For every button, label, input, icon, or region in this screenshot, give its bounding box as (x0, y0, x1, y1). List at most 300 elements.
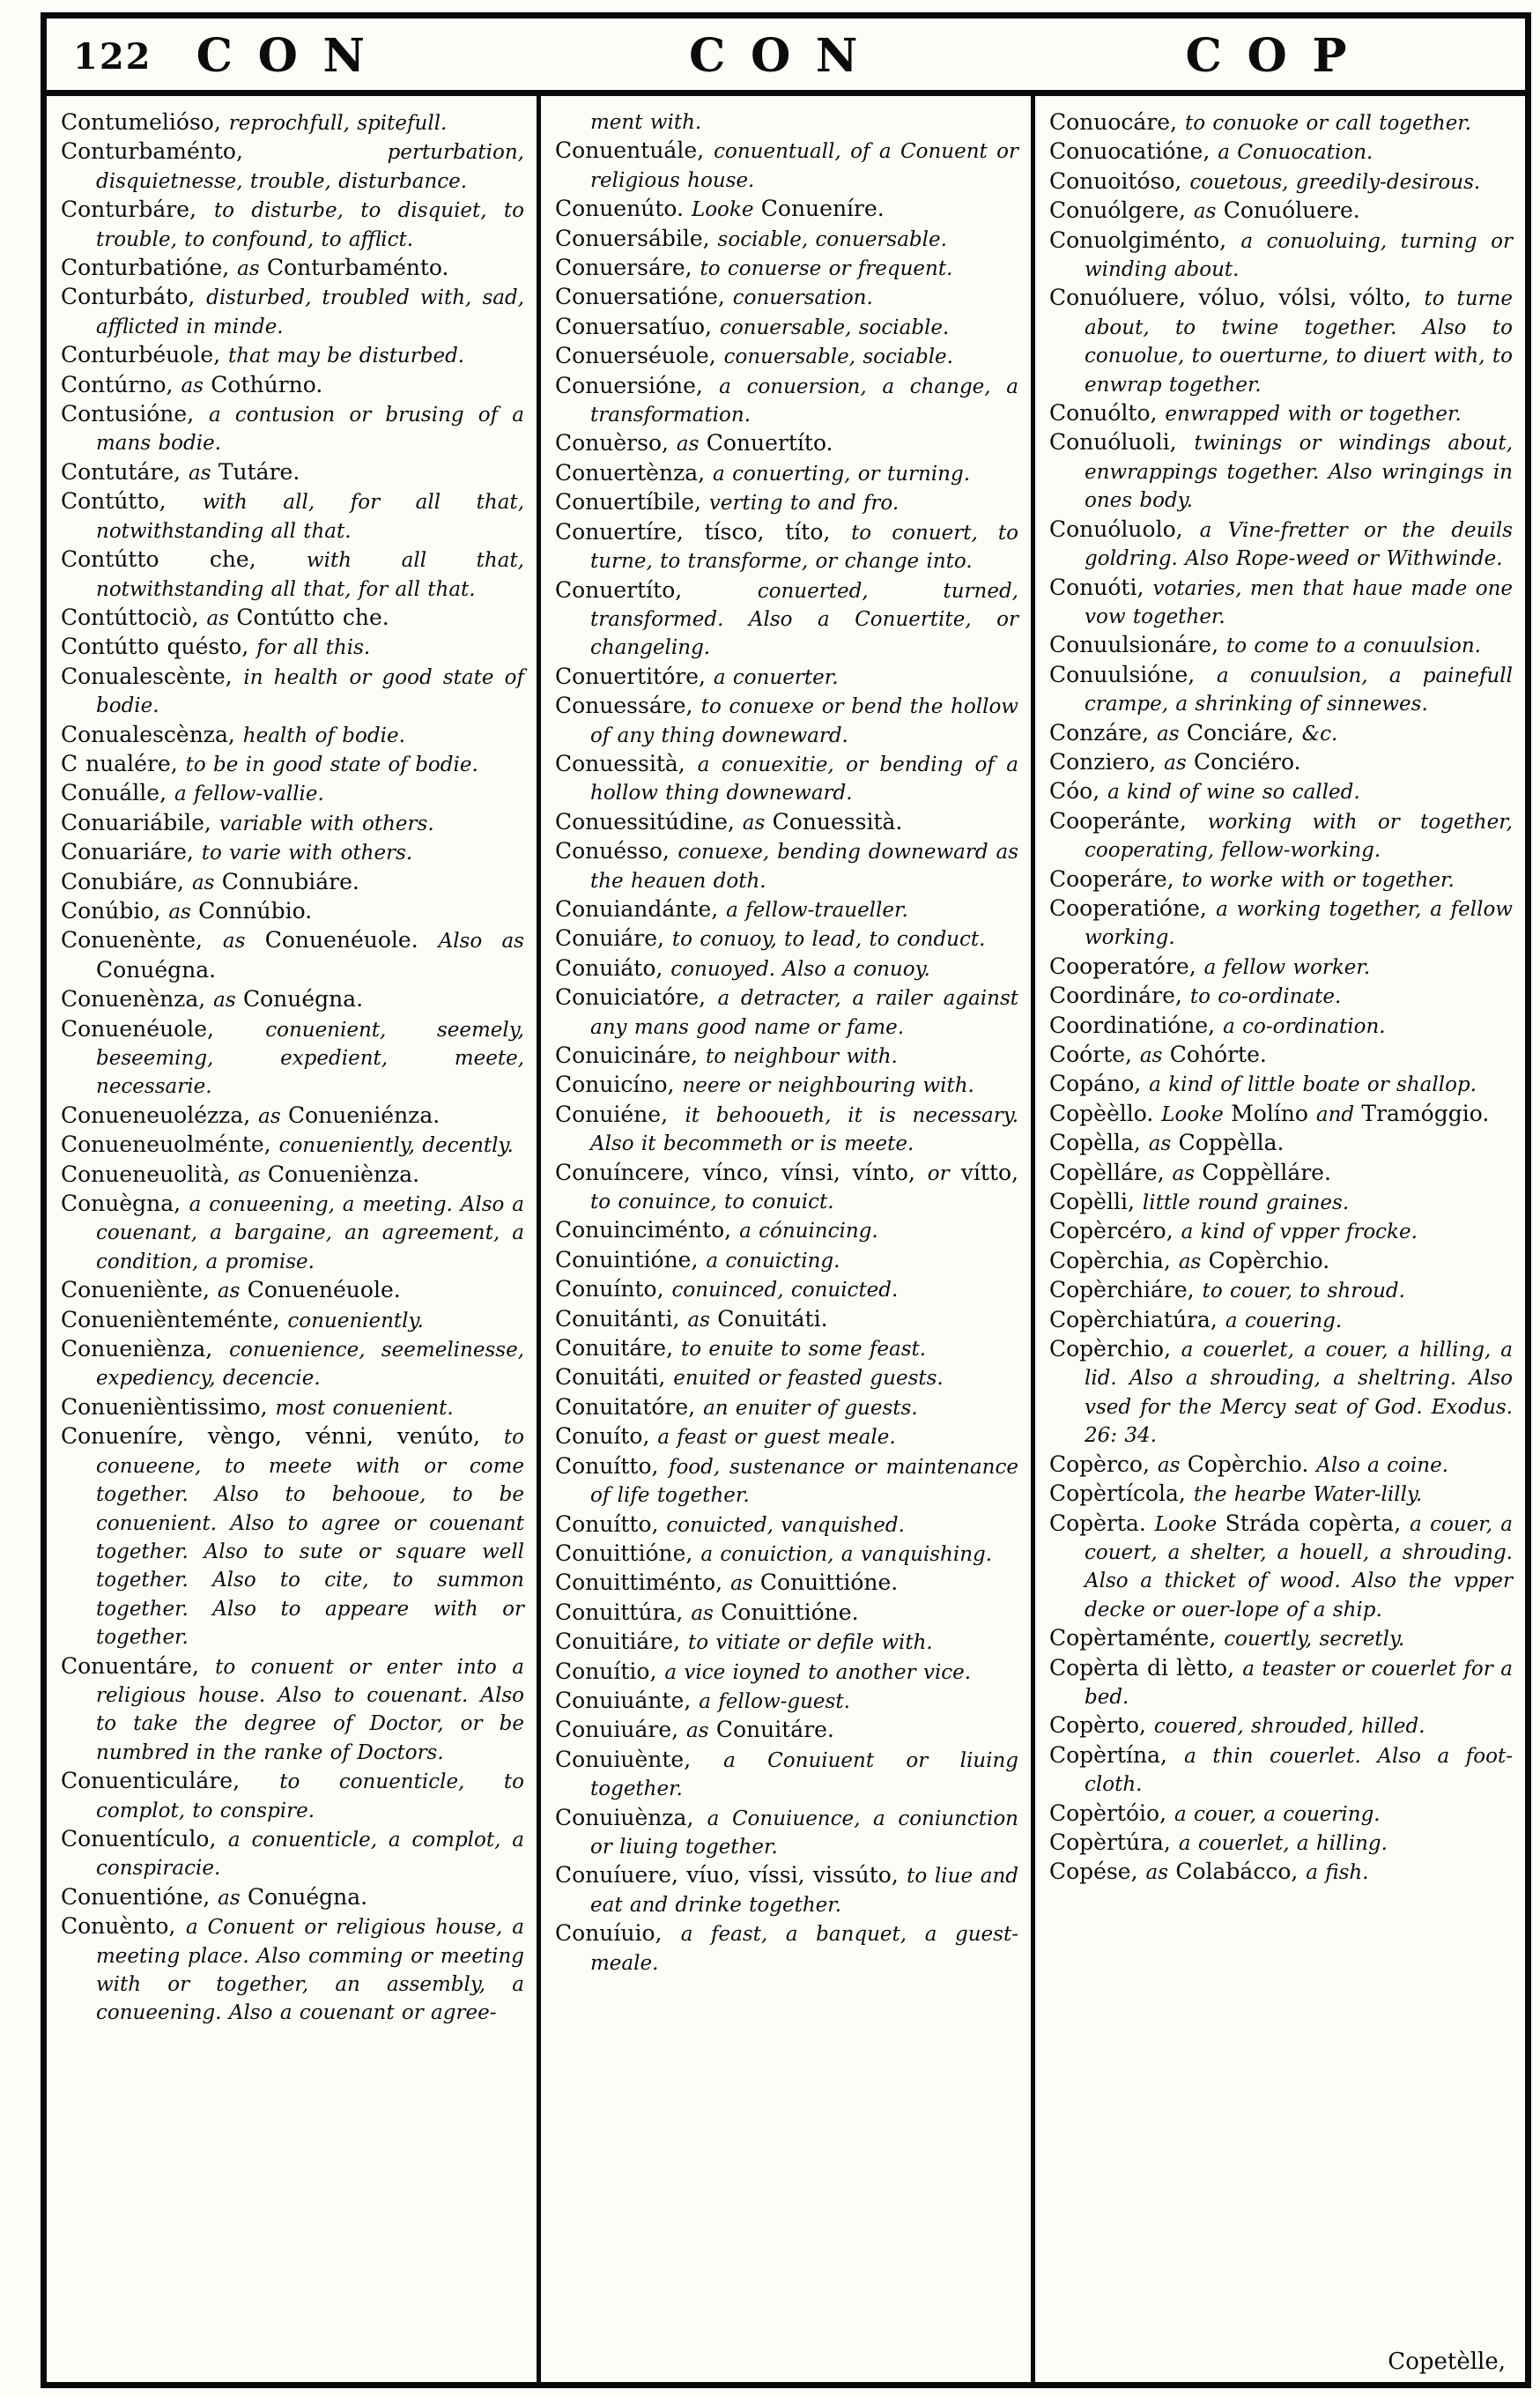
dictionary-entry (1049, 167, 1513, 197)
gloss: a feast, a banquet, a guest-meale. (590, 1923, 1018, 1975)
gloss: to conuexe or bend the hollow of any thing downeward. (590, 695, 1018, 747)
dictionary-entry (555, 283, 1018, 312)
headword: Conuíncere, vínco, vínsi, vínto, (555, 1159, 928, 1185)
gloss: to conuert, to turne, to transforme, or change into. (590, 521, 1018, 574)
dictionary-entry (1049, 982, 1513, 1011)
gloss: the hearbe Water-lilly. (1193, 1483, 1423, 1507)
headword: Conueneuolménte, (61, 1132, 279, 1158)
gloss: conuersation. (732, 286, 873, 310)
headword: Stráda copèrta, (1225, 1510, 1410, 1536)
dictionary-entry (1049, 1510, 1513, 1625)
headword: Copèrtúra, (1049, 1829, 1179, 1855)
headword: Conualescènza, (61, 721, 243, 747)
gloss: a couerlet, a couer, a hilling, a lid. Also a shrouding, a sheltring. Also vsed for the Mercy seat of God. Exodus. 26: 34. (1085, 1339, 1513, 1448)
headword: Conuíuere, víuo, víssi, vissúto, (555, 1862, 907, 1889)
gloss: conuexe, bending downeward as the heauen doth. (590, 841, 1019, 893)
gloss: little round graines. (1142, 1191, 1350, 1215)
gloss: a conuulsion, a painefull crampe, a shrinking of sinnewes. (1085, 664, 1513, 716)
gloss: couered, shrouded, hilled. (1153, 1715, 1425, 1739)
gloss: ment with. (590, 111, 702, 134)
dictionary-entry (555, 429, 1018, 458)
gloss: food, sustenance or maintenance of life together. (590, 1455, 1018, 1508)
headword: Conuittiménto, (555, 1570, 731, 1596)
gloss: health of bodie. (242, 724, 405, 747)
dictionary-entry (555, 313, 1018, 342)
gloss: verting to and fro. (708, 492, 900, 516)
dictionary-entry (61, 1102, 524, 1131)
headword: Conuessitúdine, (555, 808, 743, 835)
gloss: to liue and eat and drinke together. (590, 1865, 1018, 1917)
headword: Contutáre, (61, 458, 189, 485)
dictionary-entry (1049, 1188, 1513, 1217)
headword: Copèrchio. (1187, 1451, 1317, 1477)
gloss: to vitiate or defile with. (687, 1631, 933, 1655)
gloss: to enuite to some feast. (680, 1338, 927, 1362)
headword: Conuálle, (61, 780, 174, 806)
dictionary-entry (1049, 226, 1513, 285)
headword: Copèrcéro, (1049, 1218, 1181, 1244)
gloss: a Vine-fretter or the deuils goldring. Also Rope-weed or Withwinde. (1085, 518, 1513, 571)
dictionary-entry (61, 341, 524, 370)
headword: Conuulsióne, (1049, 661, 1218, 687)
headword: Conueniènte, (61, 1277, 218, 1303)
dictionary-entry (1049, 137, 1513, 167)
gloss: a kind of wine so called. (1107, 781, 1360, 805)
gloss: a thin couerlet. Also a foot-cloth. (1085, 1744, 1513, 1797)
dictionary-entry (1049, 661, 1513, 719)
dictionary-entry (1049, 1070, 1513, 1099)
dictionary-entry (555, 1275, 1018, 1304)
headword: Conuenènza, (61, 986, 214, 1013)
dictionary-entry (61, 838, 524, 867)
gloss: as (191, 871, 222, 894)
dictionary-entry (61, 1825, 524, 1883)
headword: Conuenéuole. (247, 1277, 401, 1303)
gloss: enuited or feasted guests. (673, 1367, 944, 1391)
headword: Conueniènza, (61, 1336, 230, 1362)
gloss: a couering. (1225, 1309, 1343, 1332)
headword: Conciéro. (1193, 748, 1301, 775)
headword: Contumelióso, (61, 109, 229, 135)
headword: Conueneuolézza, (61, 1102, 259, 1128)
headword: Conuerséuole, (555, 343, 724, 369)
dictionary-entry (1049, 1012, 1513, 1041)
gloss: with all that, notwithstanding all that, for all that. (96, 549, 524, 601)
dictionary-entry (61, 1190, 524, 1276)
dictionary-entry (1049, 894, 1513, 953)
running-head-2: CON (688, 29, 883, 83)
gloss: to couer, to shroud. (1202, 1280, 1405, 1303)
dictionary-entry (61, 926, 524, 985)
gloss: most conuenient. (275, 1396, 454, 1420)
headword: Conuitáre, (555, 1335, 681, 1362)
headword: Conuersábile, (555, 225, 718, 251)
gloss: couertly, secretly. (1224, 1628, 1405, 1651)
headword: Conuicináre, (555, 1043, 707, 1068)
headword: Conuittúra, (555, 1599, 692, 1625)
dictionary-entry (555, 576, 1018, 663)
dictionary-entry (1049, 1276, 1513, 1305)
dictionary-entry (555, 1510, 1018, 1540)
gloss: as (1157, 1453, 1188, 1477)
headword: Copèrchiatúra, (1049, 1306, 1225, 1332)
headword: Tramóggio. (1361, 1100, 1490, 1126)
headword: Contúrno, (61, 371, 181, 397)
gloss: to conueene, to meete with or come together. Also to behooue, to be conuenient. Also to agree or couenant together. Also to sute or square well together. Also to cite, to summon together. Also to appeare with or together. (96, 1426, 524, 1650)
dictionary-entry (61, 809, 524, 838)
headword: Conuíto, (555, 1423, 658, 1450)
headword: Conuenièntissimo, (61, 1393, 276, 1420)
dictionary-entry (61, 1393, 524, 1422)
gloss: to conuoke or call together. (1184, 112, 1472, 135)
headword: Conuitatóre, (555, 1393, 704, 1420)
headword: Conuulsionáre, (1049, 632, 1226, 658)
dictionary-entry (555, 1101, 1018, 1159)
page-number: 122 (73, 36, 152, 78)
gloss: Also a coine. (1316, 1453, 1449, 1477)
gloss: a conueening, a meeting. Also a couenant, a bargaine, an agreement, a condition, a promise. (96, 1193, 524, 1273)
headword: Conuessità. (772, 808, 903, 835)
headword: Conuessáre, (555, 693, 701, 719)
headword: Conuersióne, (555, 372, 720, 398)
gloss: a kind of little boate or shallop. (1149, 1073, 1477, 1097)
gloss: as (687, 1308, 718, 1332)
headword: Conuoitóso, (1049, 167, 1190, 194)
gloss: to come to a conuulsion. (1226, 634, 1481, 658)
columns-container (47, 96, 1525, 2382)
dictionary-entry (555, 1599, 1018, 1628)
dictionary-entry (555, 1746, 1018, 1804)
headword: Copèrto, (1049, 1712, 1154, 1739)
headword: Conuégna. (242, 986, 364, 1013)
gloss: to turne about, to twine together. Also to conuolue, to ouerturne, to diuert with, to enwrap together. (1085, 287, 1513, 397)
dictionary-entry (555, 1246, 1018, 1275)
headword: Copése, (1049, 1859, 1146, 1885)
headword: Conuentículo, (61, 1825, 228, 1852)
gloss: an enuiter of guests. (703, 1396, 918, 1420)
dictionary-entry (61, 1912, 524, 2028)
dictionary-entry (1049, 574, 1513, 632)
dictionary-entry (555, 1071, 1018, 1100)
headword: Cohórte. (1169, 1042, 1267, 1067)
gloss: conuenient, seemely, beseeming, expedient, meete, necessarie. (96, 1018, 524, 1099)
dictionary-entry (555, 1919, 1018, 1978)
headword: Contútto, (61, 488, 203, 515)
gloss: as (1145, 1861, 1176, 1885)
headword: Conuocáre, (1049, 109, 1185, 135)
column-2 (537, 96, 1031, 2382)
gloss: perturbation, disquietnesse, trouble, disturbance. (96, 141, 524, 193)
dictionary-entry (555, 1687, 1018, 1716)
gloss: as (1172, 1161, 1203, 1185)
dictionary-entry (1049, 1100, 1513, 1129)
dictionary-entry (1049, 1306, 1513, 1335)
headword: Conuertitóre, (555, 663, 714, 689)
headword: Conuocatióne, (1049, 138, 1218, 165)
gloss: as (730, 1572, 760, 1596)
gloss: a conuersion, a change, a transformation. (590, 375, 1018, 427)
dictionary-entry (61, 1131, 524, 1160)
gloss: as (217, 1280, 248, 1303)
headword: Conuóluoli, (1049, 429, 1195, 456)
headword: Conueneuolità, (61, 1161, 239, 1187)
dictionary-entry (555, 692, 1018, 750)
dictionary-entry (61, 1652, 524, 1768)
dictionary-entry (555, 195, 1018, 224)
column-3 (1031, 96, 1525, 2382)
gloss: and (1315, 1102, 1362, 1126)
headword: Conzáre, (1049, 719, 1157, 746)
headword: Conueníre. (760, 196, 885, 222)
headword: Conuólgere, (1049, 197, 1194, 224)
headword: C nualére, (61, 750, 186, 776)
gloss: for all this. (256, 636, 371, 660)
gloss: as (676, 433, 707, 456)
gloss: as (189, 461, 218, 485)
dictionary-entry (555, 225, 1018, 254)
dictionary-entry (555, 954, 1018, 983)
headword: Conuertíto. (706, 430, 833, 456)
gloss: conuersable, sociable. (719, 315, 950, 339)
headword: Conuitánti, (555, 1305, 688, 1332)
gloss: as (238, 1163, 268, 1187)
headword: Connubiáre. (221, 868, 359, 894)
headword: Conuitáre. (715, 1717, 834, 1743)
gloss: or (927, 1161, 961, 1185)
dictionary-entry (61, 1161, 524, 1190)
headword: Conturbaménto. (267, 255, 449, 281)
dictionary-entry (61, 400, 524, 458)
gloss: in health or good state of bodie. (96, 665, 524, 718)
headword: Copèrchiáre, (1049, 1277, 1203, 1303)
headword: Contútto che. (236, 604, 389, 630)
headword: Coordináre, (1049, 983, 1190, 1009)
dictionary-entry (555, 372, 1018, 430)
dictionary-entry (61, 1883, 524, 1912)
gloss: a conuerter. (713, 665, 839, 689)
gloss: as (206, 606, 237, 630)
dictionary-entry (1049, 1800, 1513, 1829)
dictionary-entry (555, 1159, 1018, 1217)
gloss: a conuenticle, a complot, a conspiracie. (96, 1828, 524, 1881)
dictionary-entry (555, 1628, 1018, 1657)
gloss: as (218, 1886, 248, 1910)
gloss: with all, for all that, notwithstanding all that. (96, 491, 525, 543)
dictionary-entry (61, 985, 524, 1014)
dictionary-entry (61, 458, 524, 487)
headword: Conuenticuláre, (61, 1768, 280, 1794)
headword: Cooperatióne, (1049, 894, 1217, 921)
dictionary-entry (61, 487, 524, 545)
headword: vítto, (960, 1159, 1018, 1185)
gloss: as (1157, 722, 1187, 746)
gloss: that may be disturbed. (228, 345, 465, 368)
dictionary-entry (61, 137, 524, 196)
gloss: a couerlet, a hilling. (1178, 1831, 1388, 1855)
gloss: to be in good state of bodie. (185, 753, 478, 776)
dictionary-entry (61, 779, 524, 808)
gloss: to conuent or enter into a religious house. Also to couenant. Also to take the degree of Doctor, or be numbred in the ranke of Doctors. (96, 1655, 524, 1764)
headword: Copèrchio, (1049, 1336, 1181, 1362)
dictionary-entry (1049, 1741, 1513, 1800)
gloss: reprochfull, spitefull. (228, 112, 448, 135)
headword: Cooperatóre, (1049, 953, 1204, 979)
gloss: a Conuent or religious house, a meeting place. Also comming or meeting with or together, an assembly, a conueening. Also a couenant or agree- (96, 1916, 524, 2025)
headword: Conuésso, (555, 838, 678, 865)
dictionary-entry (1049, 108, 1513, 137)
headword: Copèèllo. (1049, 1100, 1162, 1126)
gloss: as (742, 811, 773, 835)
dictionary-entry (61, 1276, 524, 1305)
headword: Copáno, (1049, 1071, 1150, 1097)
dictionary-entry (555, 924, 1018, 954)
dictionary-entry (555, 1363, 1018, 1392)
headword: Conuiéne, (555, 1101, 685, 1127)
dictionary-entry (1049, 284, 1513, 399)
headword: Conturbaménto, (61, 138, 388, 165)
headword: Conuiuènza, (555, 1804, 707, 1830)
headword: Conuiuènte, (555, 1746, 724, 1772)
gloss: a contusion or brusing of a mans bodie. (96, 404, 524, 456)
dictionary-entry (1049, 428, 1513, 515)
headword: Conuenéuole. (264, 927, 439, 954)
running-head-1: CON (196, 29, 390, 83)
headword: Molíno (1231, 1100, 1316, 1126)
headword: Copèrtóio, (1049, 1800, 1174, 1826)
headword: Conuittióne. (759, 1570, 899, 1596)
headword: Conturbáre, (61, 197, 214, 223)
gloss: to disturbe, to disquiet, to trouble, to confound, to afflict. (96, 199, 524, 251)
headword: Copèrtaménte, (1049, 1625, 1225, 1651)
gloss: to neighbour with. (706, 1045, 898, 1068)
dictionary-entry (555, 895, 1018, 924)
headword: Conuicíno, (555, 1072, 683, 1098)
dictionary-entry (555, 1658, 1018, 1687)
gloss: a fellow-guest. (699, 1689, 850, 1713)
gloss: a conuiction, a vanquishing. (700, 1542, 993, 1566)
headword: Conuessità, (555, 750, 698, 776)
headword: Conuertíre, tísco, títo, (555, 518, 852, 545)
dictionary-entry (1049, 1858, 1513, 1887)
gloss: conueniently. (287, 1309, 424, 1332)
dictionary-entry (1049, 399, 1513, 428)
dictionary-entry (1049, 953, 1513, 982)
headword: Conuertíto, (555, 576, 758, 603)
headword: Conuègna, (61, 1191, 189, 1217)
headword: Copèrchio. (1208, 1247, 1330, 1273)
gloss: conuenience, seemelinesse, expediency, decencie. (96, 1339, 524, 1391)
gloss: neere or neighbouring with. (682, 1074, 974, 1098)
gloss: votaries, men that haue made one vow together. (1085, 576, 1513, 628)
gloss: to conuenticle, to complot, to conspire. (96, 1770, 525, 1822)
gloss: a working together, a fellow working. (1085, 897, 1513, 950)
gloss: conueniently, decently. (278, 1134, 514, 1158)
headword: Coppèlla. (1178, 1130, 1285, 1156)
gloss: to varie with others. (201, 842, 413, 865)
headword: Coppèlláre. (1202, 1159, 1331, 1185)
dictionary-entry (61, 633, 524, 662)
gloss: as (237, 257, 267, 281)
headword: Conuóluere, vóluo, vólsi, vólto, (1049, 285, 1425, 311)
dictionary-entry (555, 1569, 1018, 1598)
dictionary-entry (555, 837, 1018, 895)
gloss: a vice ioyned to another vice. (664, 1660, 972, 1684)
headword: Contusióne, (61, 401, 209, 427)
gloss: &c. (1301, 722, 1338, 746)
gloss: twinings or windings about, enwrappings together. Also wringings in ones body. (1085, 432, 1514, 513)
headword: Conuitáti. (717, 1305, 828, 1332)
gloss: as (686, 1719, 716, 1743)
dictionary-entry (1049, 1247, 1513, 1276)
headword: Conueniènteménte, (61, 1306, 288, 1332)
dictionary-entry (555, 488, 1018, 517)
dictionary-entry (1049, 1451, 1513, 1480)
column-1 (47, 96, 537, 2382)
headword: Conuiáto, (555, 954, 671, 981)
headword: Conciáre, (1186, 719, 1302, 746)
dictionary-entry (555, 1452, 1018, 1510)
dictionary-entry (555, 1216, 1018, 1245)
dictionary-entry (61, 721, 524, 750)
gloss: conuicted, vanquished. (666, 1513, 905, 1537)
dictionary-entry (555, 808, 1018, 837)
dictionary-entry (1049, 1654, 1513, 1712)
headword: Conuítto, (555, 1452, 669, 1479)
dictionary-entry (1049, 631, 1513, 660)
dictionary-entry (1049, 1711, 1513, 1740)
gloss: a feast or guest meale. (657, 1426, 896, 1450)
gloss: as (1178, 1250, 1209, 1273)
headword: Copèrchia, (1049, 1247, 1179, 1273)
headword: Conuertíbile, (555, 489, 709, 516)
gloss: as (1139, 1044, 1170, 1067)
dictionary-entry (61, 283, 524, 341)
headword: Conualescènte, (61, 663, 244, 689)
gloss: conuoyed. Also a conuoy. (670, 957, 930, 981)
dictionary-entry (555, 663, 1018, 692)
dictionary-entry (555, 1716, 1018, 1745)
headword: Conueniénza. (288, 1102, 441, 1128)
dictionary-entry (61, 1335, 524, 1393)
dictionary-entry (1049, 197, 1513, 226)
headword: Conuertènza, (555, 459, 714, 486)
headword: Conuinciménto, (555, 1217, 740, 1243)
dictionary-entry (1049, 1624, 1513, 1653)
gloss: a teaster or couerlet for a bed. (1085, 1657, 1513, 1709)
gloss: as (213, 989, 243, 1013)
gloss: a Conuiuence, a coniunction or liuing together. (590, 1807, 1018, 1859)
headword: Conuégna. (96, 956, 217, 983)
headword: Conuóluolo, (1049, 516, 1200, 542)
headword: Conuitiáre, (555, 1629, 688, 1655)
running-head-3: COP (1185, 29, 1373, 83)
page-frame (41, 12, 1531, 2388)
gloss: it behooueth, it is necessary. Also it becommeth or is meete. (590, 1103, 1019, 1156)
gloss: sociable, conuersable. (717, 227, 947, 251)
dictionary-entry (555, 1540, 1018, 1569)
headword: Conuenúto. (555, 196, 692, 222)
gloss: as (258, 1104, 288, 1128)
gloss: as (222, 930, 265, 954)
headword: Copèrtícola, (1049, 1480, 1194, 1507)
gloss: conuinced, conuicted. (671, 1279, 899, 1302)
dictionary-entry (61, 868, 524, 897)
gloss: to worke with or together. (1181, 868, 1455, 892)
dictionary-entry (61, 254, 524, 283)
dictionary-entry (555, 750, 1018, 808)
gloss: conuersable, sociable. (723, 345, 953, 369)
headword: Cothúrno. (211, 371, 323, 397)
